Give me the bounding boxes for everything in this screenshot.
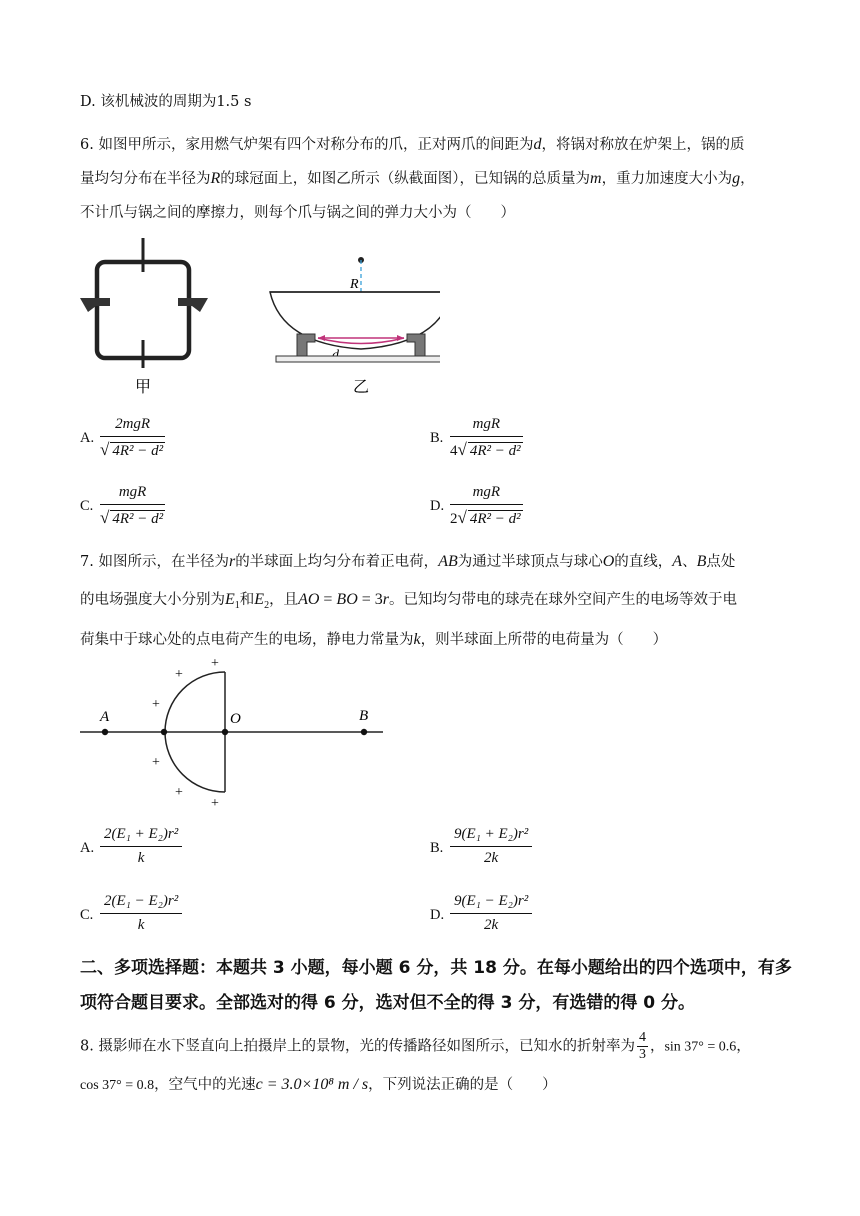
- plus-3: +: [152, 697, 160, 712]
- q6-c-num: mgR: [100, 484, 165, 505]
- q8-line1c: ，: [736, 1038, 751, 1055]
- q7-line3a: 荷集中于球心处的点电荷产生的电场，静电力常量为: [80, 632, 414, 648]
- q6-figures: [70, 232, 440, 402]
- var-A: A: [672, 553, 683, 570]
- section2-heading-line1: 二、多项选择题：本题共 3 小题，每小题 6 分，共 18 分。在每小题给出的四个选项中，有多: [80, 958, 792, 978]
- q7-line2d: 。已知均匀带电的球壳在球外空间产生的电场等效于电: [389, 592, 738, 608]
- q6-d-num: mgR: [450, 484, 523, 505]
- var-E1: $E_1$: [225, 591, 240, 612]
- q6-option-d-key: D.: [430, 498, 445, 514]
- var-AB: AB: [438, 553, 458, 570]
- q8-line2a: ，空气中的光速: [154, 1077, 256, 1093]
- q6-d-coef: 2: [450, 511, 458, 527]
- q7-c-den: k: [137, 917, 145, 933]
- q6-b-num: mgR: [450, 416, 523, 437]
- var-O: O: [602, 553, 615, 570]
- q7-line1e: 、: [682, 554, 697, 570]
- q7-line2a: 的电场强度大小分别为: [80, 592, 225, 608]
- q6-a-den-expr: 4R² − d²: [112, 443, 164, 459]
- figure-yi: [270, 257, 440, 396]
- q6-line-3: 不计爪与锅之间的摩擦力，则每个爪与锅之间的弹力大小为（ ）: [80, 205, 515, 221]
- q6-b-den: 4√ 4R² − d²: [450, 440, 521, 459]
- q6-option-a-frac: [100, 416, 165, 460]
- q7-option-a-frac: [100, 826, 182, 867]
- q7-option-c-key: C.: [80, 907, 94, 923]
- q7-d-den: 2k: [484, 917, 499, 933]
- q6-option-c-key: C.: [80, 498, 94, 514]
- q8-refractive-index: [637, 1030, 648, 1063]
- q6-line2b: 的球冠面上，如图乙所示（纵截面图），已知锅的总质量为: [220, 171, 591, 187]
- q7-option-d-frac: [450, 893, 532, 934]
- q7-line2b: 和: [239, 592, 255, 608]
- q6-option-a-key: A.: [80, 430, 95, 446]
- section2-heading-line2: 项符合题目要求。全部选对的得 6 分，选对但不全的得 3 分，有选错的得 0 分。: [80, 993, 695, 1013]
- q7-option-b-key: B.: [430, 840, 444, 856]
- q6-option-d-frac: [450, 484, 523, 528]
- q6-line1-text: 6. 如图甲所示，家用燃气炉架有四个对称分布的爪，正对两爪的间距为: [80, 137, 534, 153]
- q7-line1a: 7. 如图所示，在半径为: [80, 554, 229, 570]
- plus-5: +: [175, 785, 183, 800]
- q7-a-num: 2(E₁ + E₂)r²: [100, 826, 182, 847]
- q6-line2c: ，重力加速度大小为: [601, 171, 733, 187]
- q6-line-1: [80, 133, 744, 154]
- q5-option-d: D. 该机械波的周期为1.5 s: [80, 94, 252, 110]
- fig-yi-R: R: [350, 277, 359, 292]
- q8-frac-num: 4: [638, 1030, 646, 1045]
- point-B-label: B: [359, 708, 369, 724]
- fig-jia-label: 甲: [134, 379, 152, 396]
- q8-line1b: ，: [649, 1038, 665, 1055]
- q7-option-b-frac: [450, 826, 532, 867]
- q8-cos: cos 37° = 0.8: [80, 1078, 155, 1093]
- eq-ao-bo: AO = BO = 3r: [298, 591, 390, 608]
- q6-b-coef: 4: [450, 443, 458, 459]
- q7-option-c-frac: [100, 893, 182, 934]
- q6-a-den: √ 4R² − d²: [100, 440, 164, 459]
- q6-line2d: ，: [740, 171, 755, 187]
- q7-line-1: [80, 550, 735, 571]
- q6-c-den: √ 4R² − d²: [100, 508, 164, 527]
- plus-4: +: [152, 755, 160, 770]
- plus-6: +: [211, 796, 219, 811]
- var-g: g: [732, 170, 741, 187]
- q7-line2c: ，且: [269, 592, 299, 608]
- q8-frac-den: 3: [638, 1047, 646, 1062]
- q7-line-3: [80, 628, 667, 649]
- q6-a-num: 2mgR: [100, 416, 165, 437]
- var-k: k: [413, 631, 421, 648]
- figure-jia: [80, 238, 208, 396]
- q7-hemisphere-figure: [70, 650, 400, 815]
- q7-line1f: 点处: [706, 554, 736, 570]
- var-B: B: [696, 553, 707, 570]
- q6-b-den-expr: 4R² − d²: [469, 443, 521, 459]
- q8-sin: sin 37° = 0.6: [664, 1039, 737, 1055]
- q7-b-num: 9(E₁ + E₂)r²: [450, 826, 532, 847]
- point-O-label: O: [230, 711, 241, 727]
- fig-yi-label: 乙: [352, 379, 370, 396]
- plus-1: +: [211, 656, 219, 671]
- q6-c-den-expr: 4R² − d²: [112, 511, 164, 527]
- var-m: m: [590, 170, 602, 187]
- q7-option-d-key: D.: [430, 907, 445, 923]
- q8-line1a: 8. 摄影师在水下竖直向上拍摄岸上的景物，光的传播路径如图所示，已知水的折射率为: [80, 1038, 635, 1055]
- var-d: d: [533, 136, 542, 153]
- q7-d-num: 9(E₁ − E₂)r²: [450, 893, 532, 914]
- q8-light-speed: c = 3.0×10⁸ m / s: [255, 1076, 369, 1093]
- q6-option-b-frac: [450, 416, 523, 460]
- q8-line2b: ，下列说法正确的是（ ）: [368, 1077, 557, 1093]
- q7-option-a-key: A.: [80, 840, 95, 856]
- plus-2: +: [175, 667, 183, 682]
- var-E2: $E_2$: [254, 591, 270, 612]
- q7-line1d: 的直线，: [614, 554, 673, 570]
- q6-line1b-text: ，将锅对称放在炉架上，锅的质: [541, 137, 745, 153]
- q8-line-1: [80, 1030, 751, 1063]
- q6-d-den-expr: 4R² − d²: [469, 511, 521, 527]
- q7-c-num: 2(E₁ − E₂)r²: [100, 893, 182, 914]
- var-R: R: [210, 170, 221, 187]
- q6-line2a: 量均匀分布在半径为: [80, 171, 211, 187]
- var-r: r: [228, 553, 236, 570]
- q7-line-2: [80, 588, 737, 611]
- q8-line-2: [80, 1073, 557, 1094]
- q7-line1c: 为通过半球顶点与球心: [457, 554, 603, 570]
- q7-a-den: k: [137, 850, 145, 866]
- q6-option-c-frac: [100, 484, 165, 528]
- q7-b-den: 2k: [484, 850, 499, 866]
- q6-option-b-key: B.: [430, 430, 444, 446]
- q6-d-den: 2√ 4R² − d²: [450, 508, 521, 527]
- q6-line-2: [80, 167, 755, 188]
- point-A-label: A: [100, 709, 110, 725]
- q7-line3b: ，则半球面上所带的电荷量为（ ）: [420, 632, 668, 648]
- q7-line1b: 的半球面上均匀分布着正电荷，: [235, 554, 439, 570]
